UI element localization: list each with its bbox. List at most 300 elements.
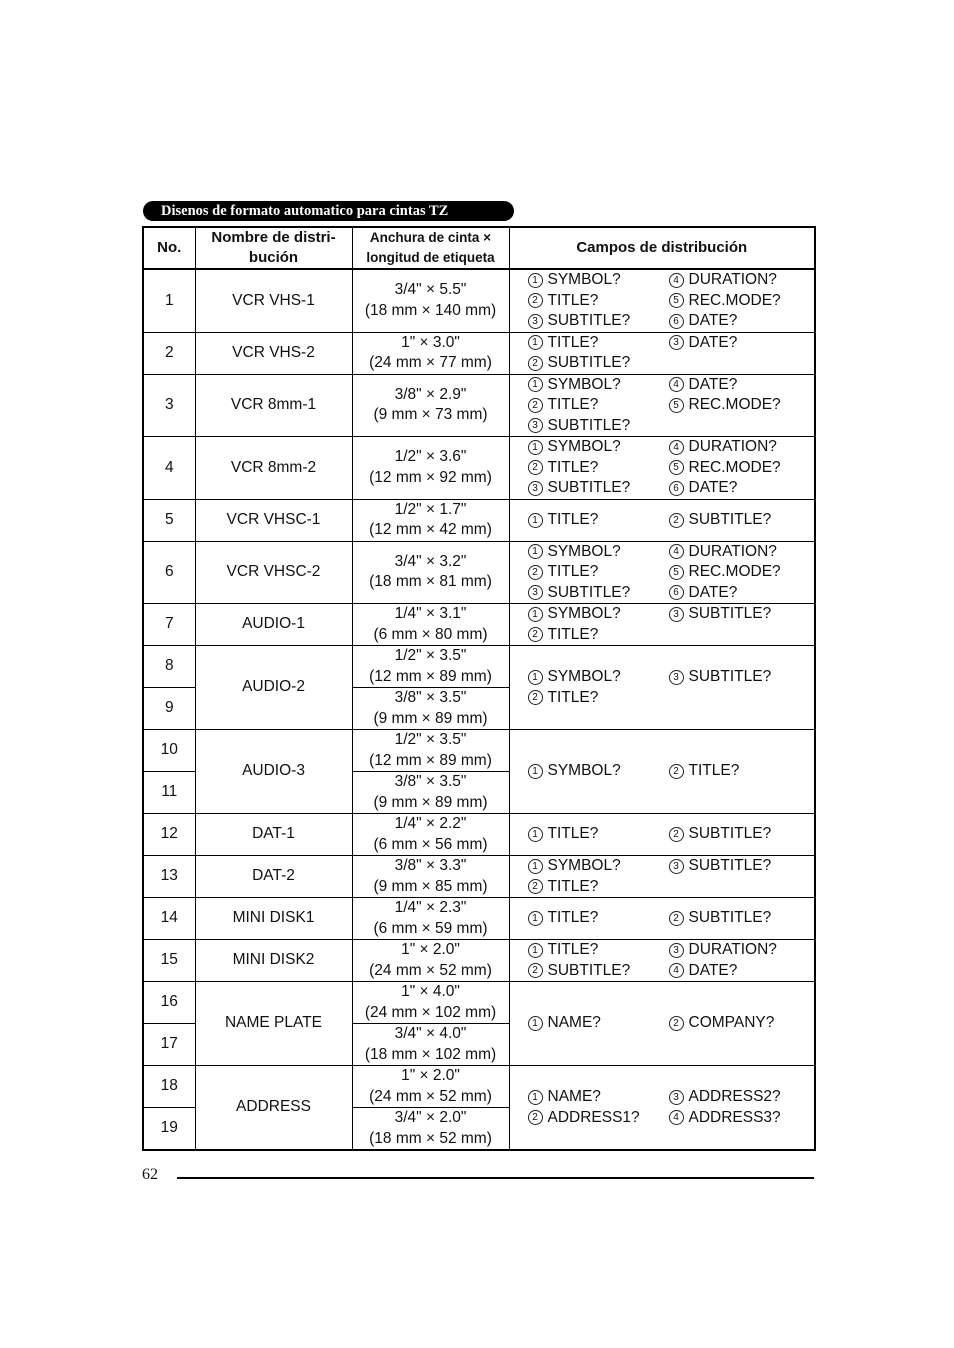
field-number-circle: 4: [669, 377, 684, 392]
field-item: [669, 437, 810, 458]
layout-name: VCR VHSC-1: [195, 499, 352, 541]
field-number-circle: 2: [528, 879, 543, 894]
field-label: TITLE?: [547, 877, 599, 895]
row-number: 8: [143, 646, 195, 688]
tape-size-inches: 1/2" × 3.5": [394, 647, 467, 664]
field-item: [669, 458, 810, 479]
fields-column: [669, 824, 810, 845]
layout-fields: [509, 730, 815, 814]
tape-size-mm: (12 mm × 42 mm): [369, 521, 492, 538]
tape-size: [352, 814, 509, 856]
field-item: [669, 510, 810, 531]
table-row: [143, 940, 815, 982]
field-item: [528, 510, 669, 531]
tape-size-inches: 1/2" × 3.6": [394, 448, 467, 466]
field-label: NAME?: [547, 1088, 601, 1105]
field-number-circle: 3: [528, 481, 543, 496]
layout-name: VCR VHS-1: [195, 269, 352, 332]
fields-column: [528, 908, 669, 929]
tape-size-mm: (18 mm × 52 mm): [369, 1129, 492, 1147]
field-item: [528, 353, 669, 374]
layout-name: VCR 8mm-1: [195, 374, 352, 437]
field-item: [528, 877, 669, 898]
field-number-circle: 1: [528, 513, 543, 528]
fields-column: [528, 542, 669, 604]
field-number-circle: 2: [528, 627, 543, 642]
tape-size-inches: 1/2" × 1.7": [394, 500, 467, 518]
layout-fields: [509, 499, 815, 541]
tape-size-mm: (24 mm × 102 mm): [364, 1003, 497, 1021]
fields-wrap: [510, 667, 815, 708]
field-number-circle: 2: [528, 690, 543, 705]
tape-size-mm: (18 mm × 102 mm): [364, 1045, 497, 1063]
layout-fields: [509, 332, 815, 374]
table-row: [143, 898, 815, 940]
layout-name: AUDIO-3: [195, 730, 352, 814]
field-number-circle: 3: [669, 859, 684, 874]
field-label: SUBTITLE?: [547, 961, 631, 979]
table-row: [143, 604, 815, 646]
field-label: REC.MODE?: [688, 563, 781, 580]
field-item: [669, 583, 810, 604]
tape-size: [352, 772, 509, 814]
field-number-circle: 1: [528, 764, 543, 779]
field-item: [669, 395, 810, 416]
tape-size: [352, 269, 509, 332]
fields-column: [528, 604, 669, 645]
fields-column: [528, 270, 669, 332]
row-number: 11: [143, 772, 195, 814]
field-number-circle: 3: [669, 607, 684, 622]
layout-fields: [509, 646, 815, 730]
header-name-line2: bución: [248, 249, 299, 266]
layout-fields: [509, 604, 815, 646]
fields-column: [669, 761, 810, 782]
field-label: DURATION?: [688, 941, 777, 958]
tape-size-inches: 1/4" × 3.1": [394, 605, 467, 622]
tape-size: [352, 1024, 509, 1066]
fields-wrap: [510, 333, 815, 374]
fields-column: [528, 1087, 669, 1128]
fields-column: [669, 437, 810, 499]
tape-size: [352, 898, 509, 940]
field-label: TITLE?: [547, 510, 599, 528]
field-item: [528, 437, 669, 458]
tape-size-mm: (18 mm × 140 mm): [364, 301, 497, 319]
tape-size: [352, 940, 509, 982]
field-item: [669, 1013, 810, 1034]
tape-size: [352, 541, 509, 604]
layout-name: VCR VHSC-2: [195, 541, 352, 604]
field-number-circle: 1: [528, 943, 543, 958]
field-label: SUBTITLE?: [547, 312, 631, 329]
field-number-circle: 6: [669, 314, 684, 329]
field-label: SUBTITLE?: [547, 583, 631, 601]
field-item: [528, 270, 669, 291]
tape-size: [352, 1108, 509, 1151]
layout-name: VCR 8mm-2: [195, 437, 352, 500]
field-number-circle: 1: [528, 859, 543, 874]
field-label: TITLE?: [547, 291, 599, 309]
field-number-circle: 2: [528, 565, 543, 580]
field-label: SUBTITLE?: [547, 416, 631, 434]
field-number-circle: 2: [669, 911, 684, 926]
field-label: DURATION?: [688, 438, 777, 455]
field-item: [669, 961, 810, 982]
field-number-circle: 6: [669, 481, 684, 496]
tape-size: [352, 437, 509, 500]
field-item: [528, 311, 669, 332]
row-number: 13: [143, 856, 195, 898]
tape-size-mm: (12 mm × 89 mm): [369, 667, 492, 685]
tape-size: [352, 1066, 509, 1108]
header-name: [195, 227, 352, 269]
field-item: [669, 1108, 810, 1129]
table-row: [143, 541, 815, 604]
field-number-circle: 1: [528, 911, 543, 926]
layout-name: NAME PLATE: [195, 982, 352, 1066]
field-item: [528, 458, 669, 479]
field-number-circle: 2: [669, 513, 684, 528]
field-item: [669, 824, 810, 845]
field-label: TITLE?: [547, 563, 599, 580]
field-item: [669, 542, 810, 563]
field-label: TITLE?: [688, 762, 740, 780]
layout-fields: [509, 814, 815, 856]
layout-name: AUDIO-1: [195, 604, 352, 646]
tape-size-mm: (24 mm × 77 mm): [369, 354, 492, 371]
field-number-circle: 1: [528, 335, 543, 350]
row-number: 1: [143, 269, 195, 332]
tape-size-mm: (18 mm × 81 mm): [369, 573, 492, 591]
tape-size-inches: 1/2" × 3.5": [394, 731, 467, 748]
table-row: [143, 982, 815, 1024]
row-number: 9: [143, 688, 195, 730]
field-number-circle: 3: [669, 1090, 684, 1105]
field-number-circle: 1: [528, 607, 543, 622]
layout-name: VCR VHS-2: [195, 332, 352, 374]
field-label: REC.MODE?: [688, 396, 781, 413]
tape-size-mm: (12 mm × 89 mm): [369, 751, 492, 769]
layout-fields: [509, 541, 815, 604]
tape-size-inches: 3/8" × 3.5": [394, 773, 467, 790]
tape-size-inches: 3/4" × 4.0": [394, 1025, 467, 1042]
field-label: SUBTITLE?: [547, 354, 631, 371]
field-label: SUBTITLE?: [688, 510, 772, 528]
field-label: SUBTITLE?: [688, 825, 772, 843]
field-item: [528, 625, 669, 646]
field-item: [669, 604, 810, 625]
field-item: [528, 1087, 669, 1108]
fields-column: [669, 604, 810, 645]
field-label: COMPANY?: [688, 1014, 775, 1032]
tape-size-inches: 3/4" × 2.0": [394, 1109, 467, 1126]
tape-size-mm: (9 mm × 73 mm): [373, 406, 488, 424]
field-number-circle: 1: [528, 1016, 543, 1031]
field-item: [528, 1013, 669, 1034]
layout-name: MINI DISK2: [195, 940, 352, 982]
layout-fields: [509, 898, 815, 940]
field-label: SYMBOL?: [547, 857, 621, 874]
tape-size-inches: 1/4" × 2.3": [394, 899, 467, 916]
field-number-circle: 2: [528, 293, 543, 308]
table-header-row: [143, 227, 815, 269]
field-label: SYMBOL?: [547, 762, 621, 780]
row-number: 2: [143, 332, 195, 374]
tape-size-inches: 3/8" × 3.5": [394, 689, 467, 706]
field-label: REC.MODE?: [688, 291, 781, 309]
field-item: [669, 1087, 810, 1108]
field-number-circle: 1: [528, 440, 543, 455]
field-item: [528, 333, 669, 354]
field-number-circle: 4: [669, 963, 684, 978]
layout-name: ADDRESS: [195, 1066, 352, 1151]
field-label: TITLE?: [547, 625, 599, 643]
field-item: [528, 395, 669, 416]
fields-column: [528, 333, 669, 374]
header-name-line1: Nombre de distri-: [211, 229, 336, 246]
field-number-circle: 6: [669, 585, 684, 600]
field-number-circle: 2: [528, 1110, 543, 1125]
field-item: [528, 908, 669, 929]
field-label: TITLE?: [547, 941, 599, 958]
tape-size-inches: 1" × 2.0": [401, 1067, 460, 1084]
field-label: SUBTITLE?: [688, 909, 772, 927]
fields-wrap: [510, 908, 815, 929]
field-item: [528, 583, 669, 604]
field-label: TITLE?: [547, 909, 599, 927]
tape-size-mm: (24 mm × 52 mm): [369, 1087, 492, 1105]
field-number-circle: 3: [669, 335, 684, 350]
tape-size: [352, 604, 509, 646]
table-row: [143, 499, 815, 541]
fields-column: [528, 510, 669, 531]
header-width-line2: longitud de etiqueta: [366, 250, 495, 265]
tape-size: [352, 856, 509, 898]
field-number-circle: 3: [669, 943, 684, 958]
field-number-circle: 2: [528, 460, 543, 475]
field-label: NAME?: [547, 1014, 601, 1032]
field-item: [669, 667, 810, 688]
tape-size-inches: 1" × 2.0": [401, 941, 460, 958]
field-label: TITLE?: [547, 333, 599, 351]
field-item: [669, 908, 810, 929]
fields-column: [669, 333, 810, 374]
field-item: [669, 761, 810, 782]
fields-column: [669, 940, 810, 981]
field-label: DATE?: [688, 312, 738, 329]
field-number-circle: 4: [669, 273, 684, 288]
field-item: [528, 940, 669, 961]
table-row: [143, 269, 815, 332]
fields-column: [528, 437, 669, 499]
tape-size-mm: (6 mm × 56 mm): [373, 835, 488, 853]
tape-size-inches: 3/8" × 3.3": [394, 857, 467, 874]
field-label: SUBTITLE?: [688, 857, 772, 874]
fields-wrap: [510, 940, 815, 981]
fields-column: [528, 375, 669, 437]
field-number-circle: 3: [669, 670, 684, 685]
field-label: DATE?: [688, 333, 738, 351]
fields-column: [669, 856, 810, 897]
field-label: ADDRESS3?: [688, 1108, 781, 1126]
field-label: TITLE?: [547, 458, 599, 476]
tape-size: [352, 499, 509, 541]
fields-column: [669, 1013, 810, 1034]
field-item: [528, 416, 669, 437]
field-item: [528, 761, 669, 782]
tape-size: [352, 374, 509, 437]
row-number: 3: [143, 374, 195, 437]
fields-wrap: [510, 270, 815, 332]
tape-size-inches: 3/4" × 5.5": [394, 281, 467, 299]
field-label: ADDRESS2?: [688, 1088, 781, 1105]
fields-wrap: [510, 856, 815, 897]
fields-column: [669, 542, 810, 604]
tape-size-inches: 3/8" × 2.9": [394, 385, 467, 403]
table-row: [143, 437, 815, 500]
field-number-circle: 5: [669, 293, 684, 308]
tape-size-inches: 1/4" × 2.2": [394, 815, 467, 832]
field-label: SYMBOL?: [547, 375, 621, 393]
field-label: REC.MODE?: [688, 458, 781, 476]
field-number-circle: 5: [669, 565, 684, 580]
table-row: [143, 814, 815, 856]
field-label: DATE?: [688, 583, 738, 601]
field-item: [669, 562, 810, 583]
field-item: [528, 1108, 669, 1129]
fields-wrap: [510, 1013, 815, 1034]
field-label: TITLE?: [547, 825, 599, 843]
field-number-circle: 2: [669, 827, 684, 842]
field-label: DURATION?: [688, 271, 777, 288]
field-item: [669, 333, 810, 354]
fields-column: [669, 270, 810, 332]
field-item: [528, 542, 669, 563]
layout-fields: [509, 982, 815, 1066]
field-label: SUBTITLE?: [547, 479, 631, 496]
field-item: [528, 604, 669, 625]
field-item: [669, 940, 810, 961]
header-fields: Campos de distribución: [509, 227, 815, 269]
layout-name: DAT-1: [195, 814, 352, 856]
layout-fields: [509, 1066, 815, 1151]
field-label: SYMBOL?: [547, 668, 621, 685]
tape-size: [352, 332, 509, 374]
fields-column: [669, 1087, 810, 1128]
field-number-circle: 2: [528, 398, 543, 413]
tape-size-mm: (6 mm × 59 mm): [373, 919, 488, 937]
fields-wrap: [510, 510, 815, 531]
fields-column: [528, 667, 669, 708]
row-number: 4: [143, 437, 195, 500]
field-number-circle: 4: [669, 544, 684, 559]
fields-wrap: [510, 824, 815, 845]
field-item: [528, 478, 669, 499]
row-number: 18: [143, 1066, 195, 1108]
tape-size-mm: (24 mm × 52 mm): [369, 961, 492, 979]
field-label: SUBTITLE?: [688, 605, 772, 622]
layout-name: AUDIO-2: [195, 646, 352, 730]
layout-fields: [509, 437, 815, 500]
fields-column: [669, 667, 810, 708]
tape-size: [352, 646, 509, 688]
tape-size-inches: 1" × 3.0": [401, 333, 460, 351]
field-number-circle: 1: [528, 670, 543, 685]
table-row: [143, 646, 815, 688]
field-number-circle: 3: [528, 314, 543, 329]
section-title: Disenos de formato automatico para cintas TZ: [143, 201, 514, 221]
layout-fields: [509, 856, 815, 898]
field-item: [528, 824, 669, 845]
field-item: [528, 375, 669, 396]
field-label: TITLE?: [547, 688, 599, 706]
row-number: 7: [143, 604, 195, 646]
fields-wrap: [510, 1087, 815, 1128]
field-item: [528, 562, 669, 583]
field-item: [528, 688, 669, 709]
table-row: [143, 856, 815, 898]
fields-wrap: [510, 375, 815, 437]
layout-name: MINI DISK1: [195, 898, 352, 940]
field-label: ADDRESS1?: [547, 1108, 640, 1126]
tape-size-mm: (9 mm × 89 mm): [373, 709, 488, 727]
field-label: SYMBOL?: [547, 438, 621, 455]
table-row: [143, 374, 815, 437]
field-number-circle: 2: [528, 356, 543, 371]
field-label: DATE?: [688, 961, 738, 979]
row-number: 16: [143, 982, 195, 1024]
field-label: SYMBOL?: [547, 542, 621, 560]
tape-size-inches: 3/4" × 3.2": [394, 552, 467, 570]
table-row: [143, 1066, 815, 1108]
header-width: [352, 227, 509, 269]
page-number: 62: [142, 1166, 158, 1183]
field-item: [528, 961, 669, 982]
fields-wrap: [510, 542, 815, 604]
field-number-circle: 1: [528, 273, 543, 288]
field-label: DATE?: [688, 479, 738, 496]
fields-wrap: [510, 604, 815, 645]
fields-column: [669, 510, 810, 531]
layout-fields: [509, 940, 815, 982]
field-number-circle: 2: [669, 1016, 684, 1031]
tape-size-mm: (9 mm × 89 mm): [373, 793, 488, 811]
field-label: SUBTITLE?: [688, 668, 772, 685]
header-no: No.: [143, 227, 195, 269]
fields-column: [669, 375, 810, 437]
field-number-circle: 4: [669, 1110, 684, 1125]
fields-column: [528, 856, 669, 897]
fields-column: [669, 908, 810, 929]
field-label: DURATION?: [688, 542, 777, 560]
row-number: 10: [143, 730, 195, 772]
field-item: [669, 270, 810, 291]
row-number: 5: [143, 499, 195, 541]
fields-column: [528, 940, 669, 981]
fields-column: [528, 824, 669, 845]
tape-size: [352, 688, 509, 730]
field-label: SYMBOL?: [547, 271, 621, 288]
field-number-circle: 1: [528, 1090, 543, 1105]
field-item: [528, 291, 669, 312]
row-number: 15: [143, 940, 195, 982]
field-number-circle: 3: [528, 585, 543, 600]
field-number-circle: 1: [528, 827, 543, 842]
layout-fields: [509, 269, 815, 332]
field-number-circle: 5: [669, 398, 684, 413]
field-item: [669, 478, 810, 499]
